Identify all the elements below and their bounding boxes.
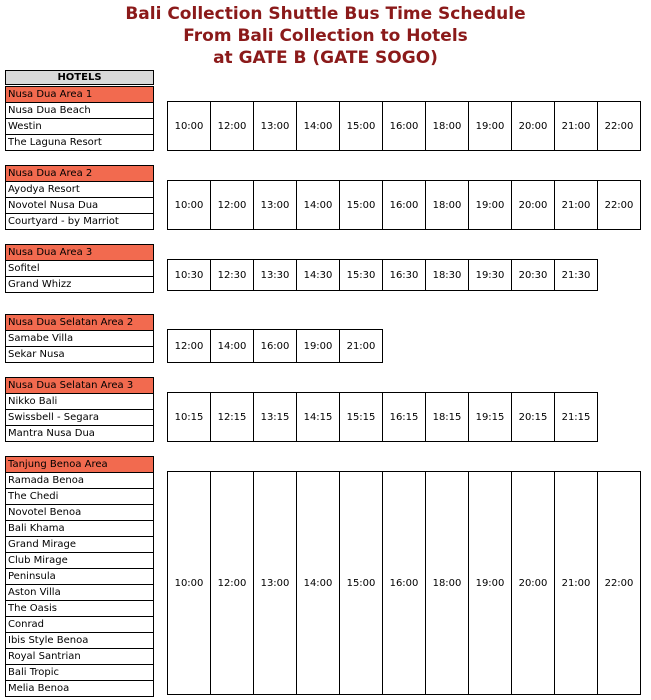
hotel-name: Club Mirage [6, 553, 154, 569]
hotel-name: Bali Tropic [6, 665, 154, 681]
departure-time-cell: 21:15 [555, 393, 598, 442]
hotel-name: The Laguna Resort [6, 135, 154, 151]
hotel-group-table [5, 456, 154, 697]
departure-time-cell: 16:00 [383, 472, 426, 695]
departure-time-cell: 14:00 [211, 330, 254, 363]
departure-times-table [167, 259, 598, 291]
area-header: Nusa Dua Area 2 [6, 166, 154, 182]
departure-time-cell: 19:00 [469, 181, 512, 230]
departure-time-cell: 16:00 [383, 181, 426, 230]
schedule-gate: at GATE B (GATE SOGO) [213, 48, 438, 68]
departure-time-cell: 21:00 [555, 102, 598, 151]
departure-time-cell: 22:00 [598, 102, 641, 151]
departure-time-cell: 16:30 [383, 260, 426, 291]
departure-time-cell: 10:00 [168, 472, 211, 695]
area-header: Tanjung Benoa Area [6, 457, 154, 473]
departure-time-cell: 13:30 [254, 260, 297, 291]
hotel-group-table [5, 165, 154, 230]
departure-time-cell: 22:00 [598, 181, 641, 230]
hotel-name: Conrad [6, 617, 154, 633]
hotel-name: Sekar Nusa [6, 347, 154, 363]
departure-time-cell: 13:00 [254, 102, 297, 151]
hotel-name: Ayodya Resort [6, 182, 154, 198]
hotel-name: Ramada Benoa [6, 473, 154, 489]
hotel-name: Ibis Style Benoa [6, 633, 154, 649]
departure-time-cell: 18:00 [426, 102, 469, 151]
departure-time-cell: 10:15 [168, 393, 211, 442]
departure-time-cell: 20:30 [512, 260, 555, 291]
hotel-name: Aston Villa [6, 585, 154, 601]
departure-time-cell: 14:00 [297, 102, 340, 151]
departure-time-cell: 16:15 [383, 393, 426, 442]
departure-time-cell: 14:00 [297, 472, 340, 695]
departure-time-cell: 14:15 [297, 393, 340, 442]
departure-times-table [167, 329, 383, 363]
departure-times-table [167, 101, 641, 151]
schedule-subtitle: From Bali Collection to Hotels [183, 26, 468, 46]
departure-time-cell: 10:00 [168, 181, 211, 230]
hotel-name: Nikko Bali [6, 394, 154, 410]
departure-time-cell: 21:00 [340, 330, 383, 363]
departure-time-cell: 13:00 [254, 472, 297, 695]
hotel-name: Nusa Dua Beach [6, 103, 154, 119]
departure-time-cell: 12:15 [211, 393, 254, 442]
hotel-name: Samabe Villa [6, 331, 154, 347]
departure-time-cell: 10:30 [168, 260, 211, 291]
departure-time-cell: 20:00 [512, 472, 555, 695]
departure-time-cell: 15:30 [340, 260, 383, 291]
area-header: Nusa Dua Area 3 [6, 245, 154, 261]
departure-time-cell: 15:00 [340, 181, 383, 230]
departure-time-cell: 16:00 [383, 102, 426, 151]
departure-time-cell: 18:00 [426, 472, 469, 695]
departure-time-cell: 20:00 [512, 181, 555, 230]
hotel-name: The Oasis [6, 601, 154, 617]
hotel-name: Melia Benoa [6, 681, 154, 697]
area-header: Nusa Dua Area 1 [6, 87, 154, 103]
departure-time-cell: 12:00 [168, 330, 211, 363]
departure-times-table [167, 180, 641, 230]
departure-time-cell: 19:00 [469, 102, 512, 151]
departure-time-cell: 21:30 [555, 260, 598, 291]
area-header: Nusa Dua Selatan Area 3 [6, 378, 154, 394]
departure-time-cell: 20:15 [512, 393, 555, 442]
departure-time-cell: 19:15 [469, 393, 512, 442]
departure-time-cell: 22:00 [598, 472, 641, 695]
hotel-name: Novotel Benoa [6, 505, 154, 521]
departure-time-cell: 19:00 [469, 472, 512, 695]
hotels-header: HOTELS [5, 70, 154, 85]
hotel-name: Royal Santrian [6, 649, 154, 665]
hotel-name: Grand Whizz [6, 277, 154, 293]
hotel-group-table [5, 377, 154, 442]
hotel-name: Swissbell - Segara [6, 410, 154, 426]
departure-time-cell: 15:00 [340, 102, 383, 151]
departure-time-cell: 12:00 [211, 102, 254, 151]
departure-time-cell: 14:00 [297, 181, 340, 230]
departure-time-cell: 15:15 [340, 393, 383, 442]
hotel-group-table [5, 86, 154, 151]
departure-time-cell: 18:30 [426, 260, 469, 291]
departure-time-cell: 10:00 [168, 102, 211, 151]
departure-times-table [167, 392, 598, 442]
departure-time-cell: 16:00 [254, 330, 297, 363]
departure-time-cell: 14:30 [297, 260, 340, 291]
departure-times-table [167, 471, 641, 695]
hotel-name: The Chedi [6, 489, 154, 505]
hotel-name: Sofitel [6, 261, 154, 277]
departure-time-cell: 12:30 [211, 260, 254, 291]
hotel-name: Mantra Nusa Dua [6, 426, 154, 442]
hotel-group-table [5, 244, 154, 293]
departure-time-cell: 20:00 [512, 102, 555, 151]
area-header: Nusa Dua Selatan Area 2 [6, 315, 154, 331]
departure-time-cell: 21:00 [555, 472, 598, 695]
hotel-name: Grand Mirage [6, 537, 154, 553]
departure-time-cell: 15:00 [340, 472, 383, 695]
departure-time-cell: 13:00 [254, 181, 297, 230]
departure-time-cell: 19:00 [297, 330, 340, 363]
departure-time-cell: 19:30 [469, 260, 512, 291]
hotel-name: Bali Khama [6, 521, 154, 537]
hotel-name: Westin [6, 119, 154, 135]
hotel-name: Courtyard - by Marriot [6, 214, 154, 230]
hotel-group-table [5, 314, 154, 363]
departure-time-cell: 12:00 [211, 181, 254, 230]
hotel-name: Peninsula [6, 569, 154, 585]
schedule-title: Bali Collection Shuttle Bus Time Schedule [125, 4, 526, 24]
departure-time-cell: 13:15 [254, 393, 297, 442]
hotel-name: Novotel Nusa Dua [6, 198, 154, 214]
departure-time-cell: 18:00 [426, 181, 469, 230]
departure-time-cell: 21:00 [555, 181, 598, 230]
departure-time-cell: 12:00 [211, 472, 254, 695]
departure-time-cell: 18:15 [426, 393, 469, 442]
